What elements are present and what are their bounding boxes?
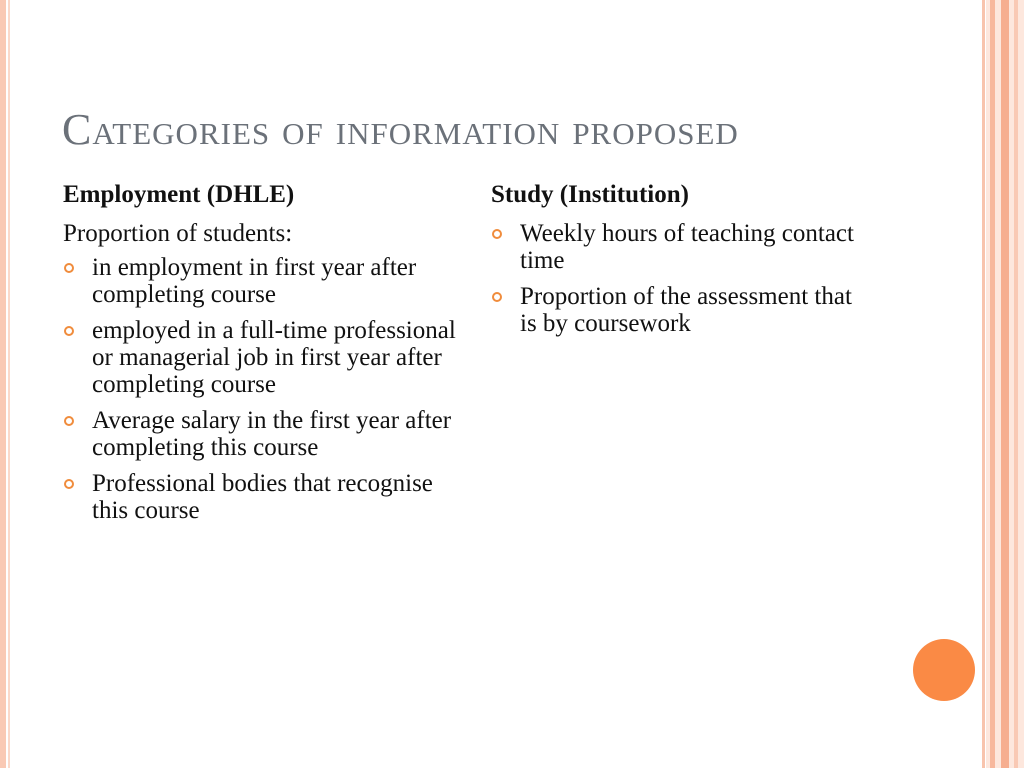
column-intro: Proportion of students: (63, 220, 293, 247)
ring-bullet-icon (64, 263, 74, 273)
employment-column (63, 180, 458, 533)
list-item (63, 317, 458, 398)
frame-right-stripe (1001, 0, 1009, 768)
ring-bullet-icon (492, 229, 502, 239)
list-item (491, 220, 871, 274)
list-item (63, 407, 458, 461)
list-item (491, 283, 871, 337)
decorative-orange-circle (913, 639, 975, 701)
list-item-text: Professional bodies that recognise this course (92, 470, 433, 524)
bullet-list (63, 254, 458, 524)
list-item-text: Proportion of the assessment that is by coursework (520, 283, 852, 337)
column-heading: Study (Institution) (491, 181, 689, 208)
frame-right-stripe (990, 0, 995, 768)
slide-title: Categories of information proposed (62, 105, 739, 154)
list-item-text: in employment in first year after completing course (92, 254, 417, 308)
study-column (491, 180, 871, 346)
frame-left-border (0, 0, 6, 768)
list-item (63, 470, 458, 524)
column-heading: Employment (DHLE) (63, 181, 295, 208)
ring-bullet-icon (64, 479, 74, 489)
list-item-text: employed in a full-time professional or managerial job in first year after completing course (92, 317, 456, 398)
ring-bullet-icon (64, 416, 74, 426)
list-item-text: Average salary in the first year after completing this course (92, 407, 452, 461)
ring-bullet-icon (64, 326, 74, 336)
frame-right-stripe (1014, 0, 1018, 768)
ring-bullet-icon (492, 292, 502, 302)
bullet-list (491, 220, 871, 337)
frame-right-stripe (982, 0, 985, 768)
list-item (63, 254, 458, 308)
frame-left-line (8, 0, 10, 768)
list-item-text: Weekly hours of teaching contact time (520, 220, 854, 274)
